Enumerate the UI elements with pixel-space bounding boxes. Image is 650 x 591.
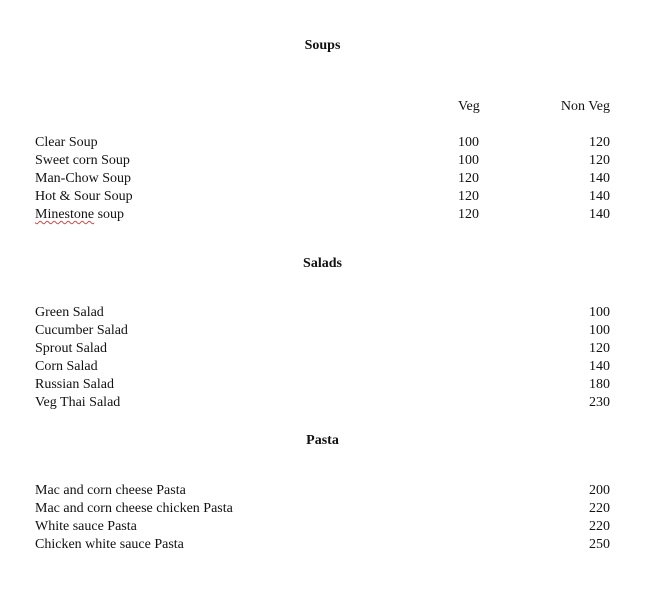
nonveg-price: 140: [589, 189, 610, 204]
menu-item: [0, 206, 650, 224]
item-name: Hot & Sour Soup: [35, 189, 133, 204]
menu-item: [0, 358, 650, 376]
item-name: White sauce Pasta: [35, 519, 137, 534]
item-name-rest: soup: [94, 207, 125, 222]
item-name: Veg Thai Salad: [35, 395, 121, 410]
item-name: Cucumber Salad: [35, 323, 128, 338]
veg-price: 120: [458, 189, 479, 204]
item-name: Sweet corn Soup: [35, 153, 130, 168]
item-name: Mac and corn cheese chicken Pasta: [35, 501, 233, 516]
item-name: Green Salad: [35, 305, 104, 320]
item-name: Corn Salad: [35, 359, 98, 374]
section-title-soups: Soups: [304, 38, 341, 53]
item-price: 230: [589, 395, 610, 410]
nonveg-price: 120: [589, 135, 610, 150]
item-price: 100: [589, 323, 610, 338]
item-name: Mac and corn cheese Pasta: [35, 483, 186, 498]
item-price: 180: [589, 377, 610, 392]
veg-price: 100: [458, 135, 479, 150]
item-price: 200: [589, 483, 610, 498]
veg-price: 100: [458, 153, 479, 168]
item-name: Clear Soup: [35, 135, 98, 150]
nonveg-price: 120: [589, 153, 610, 168]
menu-item: [0, 500, 650, 518]
item-price: 140: [589, 359, 610, 374]
menu-item: [0, 536, 650, 554]
section-title-pasta: Pasta: [306, 433, 339, 448]
menu-item: [0, 322, 650, 340]
item-price: 120: [589, 341, 610, 356]
item-name: [35, 206, 124, 224]
menu-item: [0, 152, 650, 170]
veg-price: 120: [458, 171, 479, 186]
item-name: Chicken white sauce Pasta: [35, 537, 184, 552]
menu-item: [0, 134, 650, 152]
menu-item: [0, 188, 650, 206]
menu-item: [0, 340, 650, 358]
menu-item: [0, 482, 650, 500]
menu-item: [0, 304, 650, 322]
menu-item: [0, 376, 650, 394]
item-price: 100: [589, 305, 610, 320]
column-header-nonveg: Non Veg: [560, 99, 610, 114]
item-price: 220: [589, 519, 610, 534]
item-name: Sprout Salad: [35, 341, 107, 356]
nonveg-price: 140: [589, 171, 610, 186]
item-name: Russian Salad: [35, 377, 114, 392]
item-price: 220: [589, 501, 610, 516]
column-header-veg: Veg: [458, 99, 480, 114]
spellcheck-word: Minestone: [35, 207, 95, 222]
menu-item: [0, 394, 650, 412]
item-name: Man-Chow Soup: [35, 171, 132, 186]
nonveg-price: 140: [589, 207, 610, 222]
menu-item: [0, 170, 650, 188]
section-title-salads: Salads: [303, 256, 342, 271]
veg-price: 120: [458, 207, 479, 222]
item-price: 250: [589, 537, 610, 552]
menu-item: [0, 518, 650, 536]
